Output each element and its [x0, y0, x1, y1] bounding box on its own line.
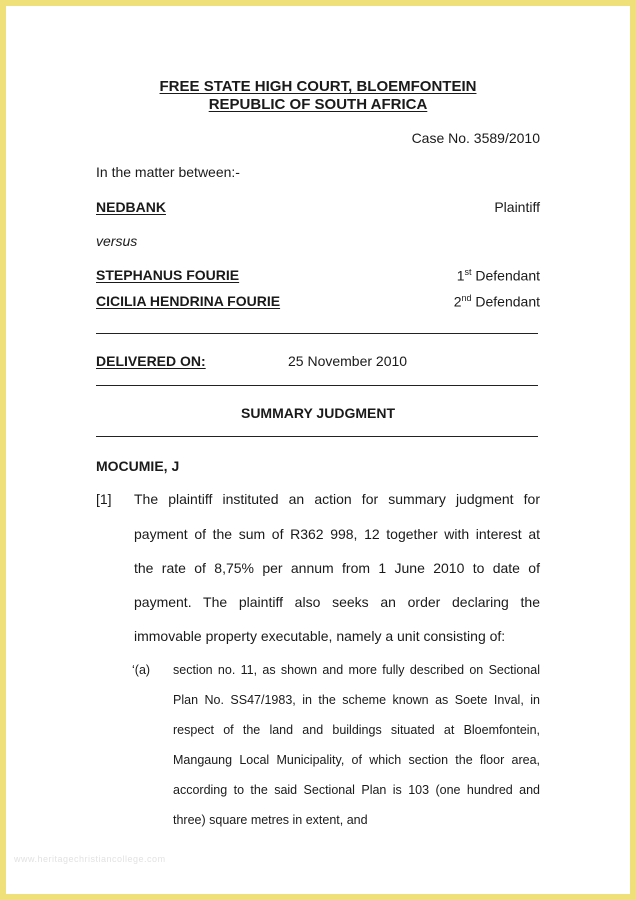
defendant2-ordinal-suffix: nd — [461, 293, 472, 303]
plaintiff-role: Plaintiff — [494, 199, 540, 215]
defendant2-name: CICILIA HENDRINA FOURIE — [96, 293, 281, 309]
delivered-date: 25 November 2010 — [288, 353, 408, 369]
paragraph-line: payment of the sum of R362 998, 12 together with interest at — [134, 526, 540, 542]
defendant1-name: STEPHANUS FOURIE — [96, 267, 240, 283]
subparagraph-line: section no. 11, as shown and more fully described on Sectional — [173, 663, 540, 677]
case-number: Case No. 3589/2010 — [411, 130, 540, 146]
divider-1 — [96, 333, 538, 334]
defendant1-ordinal: 1 — [456, 267, 465, 284]
plaintiff-name: NEDBANK — [96, 199, 166, 215]
subparagraph-line: three) square metres in extent, and — [173, 813, 368, 827]
defendant2-role-label: Defendant — [471, 293, 540, 310]
judgment-title: SUMMARY JUDGMENT — [240, 405, 395, 421]
subparagraph-line: respect of the land and buildings situated at Bloemfontein, — [173, 723, 540, 737]
paragraph-line: payment. The plaintiff also seeks an order declaring the — [134, 594, 540, 610]
paragraph-line: immovable property executable, namely a unit consisting of: — [134, 628, 506, 644]
country-name: REPUBLIC OF SOUTH AFRICA — [208, 96, 428, 113]
judge-name: MOCUMIE, J — [96, 458, 180, 474]
divider-2 — [96, 385, 538, 386]
subparagraph-line: Mangaung Local Municipality, of which section the floor area, — [173, 753, 540, 767]
delivered-label: DELIVERED ON: — [96, 353, 206, 369]
paragraph-line: The plaintiff instituted an action for summary judgment for — [134, 491, 540, 507]
paragraph-line: the rate of 8,75% per annum from 1 June 2010 to date of — [134, 560, 540, 576]
versus: versus — [96, 233, 138, 249]
defendant1-ordinal-suffix: st — [464, 267, 472, 277]
subparagraph-label: ‘(a) — [132, 663, 151, 677]
subparagraph-line: Plan No. SS47/1983, in the scheme known as Soete Inval, in — [173, 693, 540, 707]
subparagraph-line: according to the said Sectional Plan is 103 (one hundred and — [173, 783, 540, 797]
divider-3 — [96, 436, 538, 437]
defendant2-ordinal: 2 — [453, 293, 462, 310]
defendant2-role — [454, 293, 540, 310]
defendant1-role — [457, 267, 540, 284]
defendant1-role-label: Defendant — [471, 267, 540, 284]
matter-between: In the matter between:- — [96, 164, 240, 180]
watermark-text: www.heritagechristiancollege.com — [14, 854, 166, 864]
paragraph-number: [1] — [96, 491, 112, 507]
court-name: FREE STATE HIGH COURT, BLOEMFONTEIN — [159, 78, 477, 95]
